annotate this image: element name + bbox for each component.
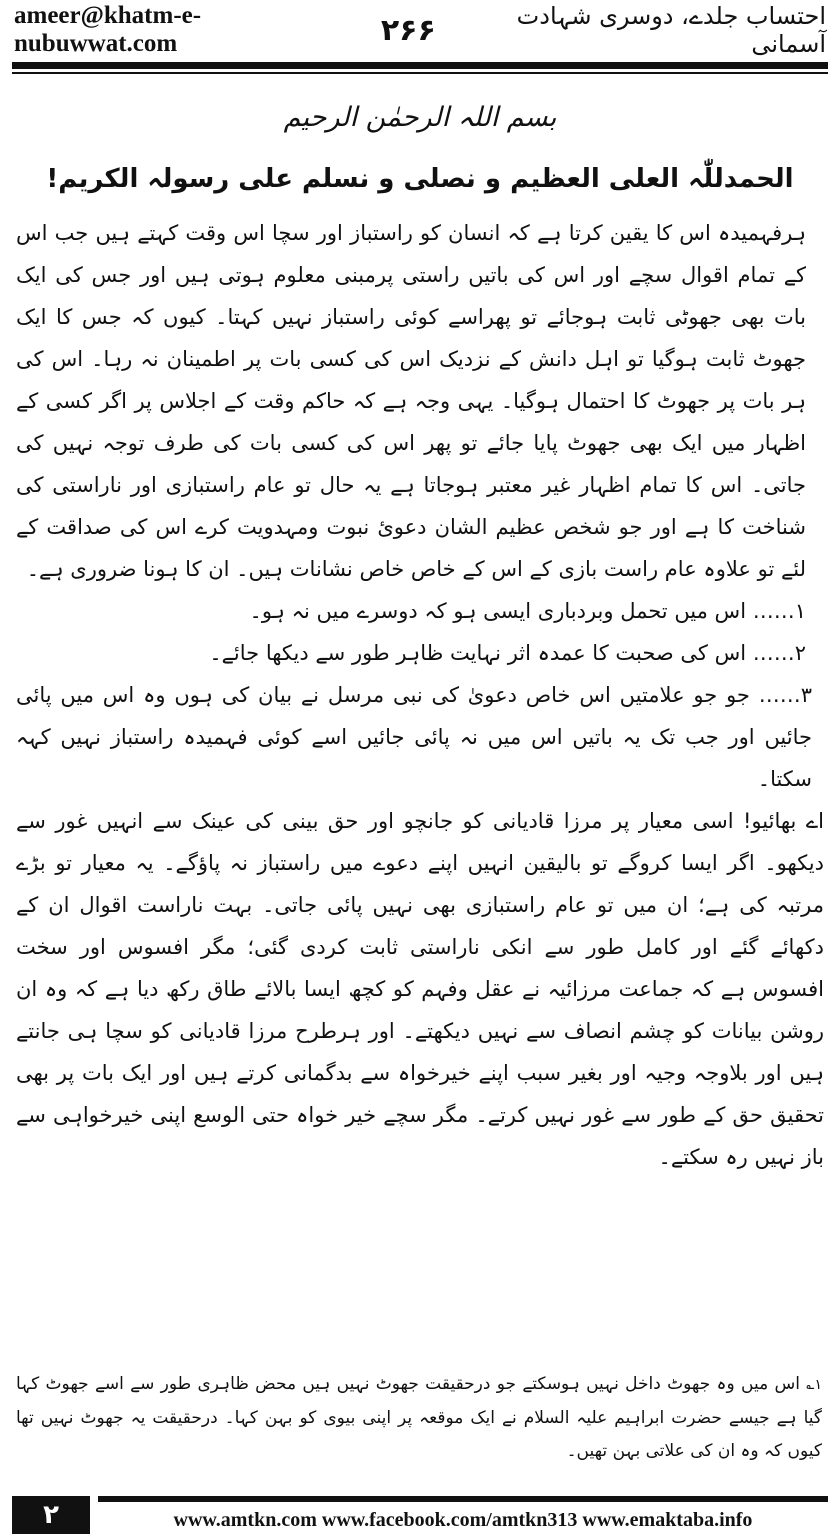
footer-rule (98, 1496, 828, 1502)
list-item-3: ۳…… جو جو علامتیں اس خاص دعویٰ کی نبی مرسل نے بیان کی ہوں وہ اس میں پائی جائیں اور جب تک یہ باتیں اس میں نہ پائی جائیں اسے کوئی فہمیدہ راستباز نہیں کہہ سکتا۔ (16, 683, 812, 791)
paragraph-2: اے بھائیو! اسی معیار پر مرزا قادیانی کو جانچو اور حق بینی کی عینک سے انہیں غور سے دیکھو۔ اگر ایسا کروگے تو بالیقین انہیں اپنے دعوے میں راستباز نہ پاؤگے۔ یہ معیار تو بڑے مرتبہ کی ہے؛ ان میں تو عام راستبازی بھی نہیں پائی جاتی۔ بہت ناراست اقوال ان کے دکھائے گئے اور کامل طور سے انکی ناراستی ثابت کردی گئی؛ مگر افسوس اور سخت افسوس ہے کہ جماعت مرزائیہ نے عقل وفہم کو کچھ ایسا بالائے طاق رکھ دیا ہے کہ وہ ان روشن بیانات کو چشم انصاف سے نہیں دیکھتے۔ اور ہرطرح مرزا قادیانی کو سچا ہی جانتے ہیں اور بلاوجہ وجیہ اور بغیر سبب اپنے خیرخواہ سے بدگمانی کرتے ہیں اور ایک بات پر بھی تحقیق حق کے طور سے غور نہیں کرتے۔ مگر سچے خیر خواہ حتی الوسع اپنی خیرخواہی سے باز نہیں رہ سکتے۔ (16, 809, 824, 1169)
footer-links: www.amtkn.com www.facebook.com/amtkn313 www.emaktaba.info (173, 1509, 753, 1531)
header-left (14, 2, 436, 58)
header-rule-thin (12, 72, 828, 74)
footer-page-index: ۲ (12, 1496, 90, 1534)
header-rule-thick (12, 62, 828, 69)
header-book-title: احتساب جلدے، دوسری شہادت آسمانی (516, 2, 826, 58)
list-item-2: ۲…… اس کی صحبت کا عمدہ اثر نہایت ظاہر طور سے دیکھا جائے۔ (209, 641, 806, 665)
list-item-1: ۱…… اس میں تحمل وبردباری ایسی ہو کہ دوسرے میں نہ ہو۔ (249, 599, 806, 623)
bismillah: بسم اللہ الرحمٰن الرحیم (283, 102, 557, 133)
footer-band (98, 1496, 828, 1534)
paragraph-1: ہرفہمیدہ اس کا یقین کرتا ہے کہ انسان کو راستباز اور سچا اس وقت کہتے ہیں جب اس کے تمام اقوال سچے اور اس کی باتیں راستی پرمبنی معلوم ہوتی ہیں اور جس کی ایک بات بھی جھوٹی ثابت ہوجائے تو پھراسے کوئی راستباز نہیں کہتا۔ کیوں کہ جس کا ایک جھوٹ ثابت ہوگیا تو اہل دانش کے نزدیک اس کی کسی بات پر اطمینان نہ رہا۔ اس کی ہر بات پر جھوٹ کا احتمال ہوگیا۔ یہی وجہ ہے کہ حاکم وقت کے اجلاس پر اگر کسی کے اظہار میں ایک بھی جھوٹ پایا جائے تو پھر اس کی کسی بات کی طرف توجہ نہیں کی جاتی۔ اس کا تمام اظہار غیر معتبر ہوجاتا ہے یہ حال تو عام راستبازی اور ناراستی کی شناخت کا ہے اور جو شخص عظیم الشان دعوئ نبوت ومہدویت کرے اس کی صداقت کے لئے تو علاوہ عام راست بازی کے اس کے خاص خاص نشانات ہیں۔ ان کا ہونا ضروری ہے۔ (16, 221, 806, 581)
salutation-heading: الحمدللّٰہ العلی العظیم و نصلی و نسلم علی رسولہ الکریم! (46, 164, 794, 194)
page-footer (12, 1496, 828, 1534)
main-text (16, 212, 824, 1178)
page-header (14, 0, 826, 60)
footnote-mark: ۱؎ (806, 1377, 822, 1393)
header-page-number: ۲۶۶ (380, 12, 436, 48)
header-email: ameer@khatm-e-nubuwwat.com (14, 2, 202, 57)
footnote-text: اس میں وہ جھوٹ داخل نہیں ہوسکتے جو درحقیقت جھوٹ نہیں ہیں محض ظاہری طور سے اسے جھوٹ کہا گیا ہے جیسے حضرت ابراہیم علیہ السلام نے ایک موقعہ پر اپنی بیوی کو بہن کہا۔ درحقیقت یہ جھوٹ نہیں تھا کیوں کہ وہ ان کی علاتی بہن تھیں۔ (16, 1374, 822, 1461)
footnote (16, 1368, 822, 1468)
